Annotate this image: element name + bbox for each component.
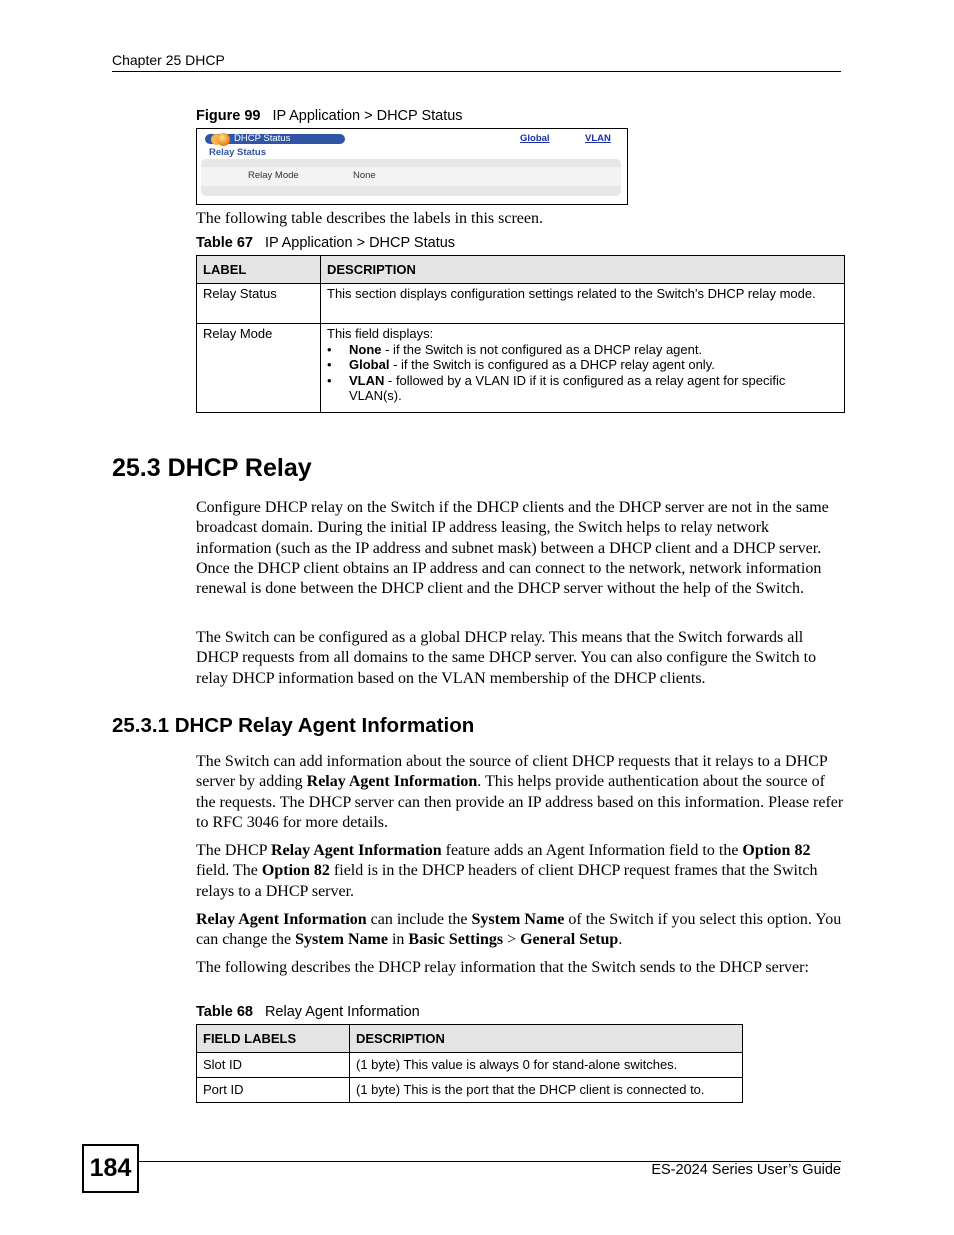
table-row: [197, 1053, 743, 1078]
table-row: [197, 284, 845, 324]
relay-agent-paragraph-3: [196, 910, 844, 951]
bold-term: System Name: [295, 931, 388, 949]
bold-term: Basic Settings: [408, 931, 504, 949]
table68-label: Table 68: [196, 1004, 253, 1020]
dhcp-relay-paragraph-2: The Switch can be configured as a global DHCP relay. This means that the Switch forwards all DHCP requests from all domains to the same DHCP server. You can also configure the Switch to relay DHCP information based on the VLAN membership of the DHCP clients.: [196, 629, 817, 687]
table68-cell-label: Port ID: [197, 1078, 350, 1103]
table67-header-label: LABEL: [197, 256, 321, 284]
text-run: The DHCP: [196, 842, 271, 859]
relay-mode-options: [327, 342, 838, 404]
figure-global-link[interactable]: Global: [520, 133, 550, 144]
table68-cell-label: Slot ID: [197, 1053, 350, 1078]
section-heading-dhcp-relay: 25.3 DHCP Relay: [112, 454, 312, 482]
dhcp-relay-paragraph-1: Configure DHCP relay on the Switch if the DHCP clients and the DHCP server are not in the same broadcast domain. During the initial IP address leasing, the Switch helps to relay network information (such as the IP address and subnet mask) between a DHCP client and a DHCP server. Once the DHCP client obtains an IP address and can connect to the network, network information renewal is done between the DHCP client and the DHCP server without the help of the Switch.: [196, 499, 829, 598]
option-term: Global: [349, 357, 390, 372]
table67-cell-label: Relay Status: [197, 284, 321, 324]
figure-screen-title: DHCP Status: [234, 133, 291, 144]
table68-header-field: FIELD LABELS: [197, 1025, 350, 1053]
option-term: VLAN: [349, 372, 385, 388]
table68-cell-description: (1 byte) This is the port that the DHCP client is connected to.: [350, 1078, 743, 1103]
text-run: in: [387, 931, 409, 949]
bold-term: System Name: [471, 911, 565, 928]
text-run: . This helps provide authentication about the source of the requests. The DHCP server can then provide an IP address based on this information. Please refer to RFC 3046 for more details.: [196, 773, 844, 831]
relay-agent-paragraph-4: The following describes the DHCP relay information that the Switch sends to the DHCP server:: [196, 959, 809, 976]
option-text: - if the Switch is not configured as a DHCP relay agent.: [381, 341, 703, 357]
relay-mode-intro: This field displays:: [327, 326, 434, 341]
table-row: [197, 1078, 743, 1103]
figure-field-label: Relay Mode: [248, 170, 299, 181]
chapter-header: Chapter 25 DHCP: [112, 52, 225, 68]
text-run: >: [503, 931, 521, 949]
bold-term: General Setup: [520, 931, 619, 949]
option-text: - if the Switch is configured as a DHCP relay agent only.: [389, 357, 715, 372]
option-text: - followed by a VLAN ID if it is configured as a relay agent for specific VLAN(s).: [349, 372, 786, 403]
bold-term: Relay Agent Information: [196, 911, 367, 928]
section-heading-relay-agent: 25.3.1 DHCP Relay Agent Information: [112, 714, 475, 737]
figure-title: IP Application > DHCP Status: [272, 108, 463, 124]
table67-label: Table 67: [196, 235, 253, 251]
table67-intro: The following table describes the labels in this screen.: [196, 210, 544, 227]
text-run: .: [618, 931, 623, 949]
table67-cell-description: [321, 324, 845, 413]
text-run: field. The: [196, 862, 262, 880]
table68-header-description: DESCRIPTION: [350, 1025, 743, 1053]
bold-term: Option 82: [742, 842, 811, 859]
figure-caption: [196, 108, 463, 124]
table67-cell-description: This section displays configuration settings related to the Switch’s DHCP relay mode.: [321, 284, 845, 324]
table67: [196, 255, 845, 413]
text-run: The Switch can add information about the source of client DHCP requests that it relays to a DHCP server by adding: [196, 753, 828, 791]
table67-cell-label: Relay Mode: [197, 324, 321, 413]
table-row: [197, 324, 845, 413]
bold-term: Relay Agent Information: [306, 773, 478, 791]
table67-header-description: DESCRIPTION: [321, 256, 845, 284]
text-run: feature adds an Agent Information field to the: [441, 842, 743, 859]
text-run: can include the: [366, 911, 472, 928]
figure-section-label: Relay Status: [209, 147, 267, 158]
guide-title: ES-2024 Series User’s Guide: [651, 1162, 841, 1178]
list-item: [327, 357, 838, 373]
header-rule: [112, 71, 841, 72]
figure-orb-icon: [217, 133, 230, 146]
table68-title: Relay Agent Information: [264, 1004, 420, 1020]
list-item: [327, 373, 838, 404]
relay-agent-paragraph-1: [196, 752, 844, 833]
page-number: 184: [82, 1144, 139, 1193]
bold-term: Option 82: [261, 862, 330, 880]
option-term: None: [349, 341, 382, 357]
figure-screenshot: [196, 128, 628, 205]
table68: [196, 1024, 743, 1103]
table67-title: IP Application > DHCP Status: [264, 235, 456, 251]
table67-caption: [196, 235, 455, 251]
figure-vlan-link[interactable]: VLAN: [585, 133, 611, 144]
figure-label: Figure 99: [196, 108, 261, 124]
text-run: of the Switch if you select this option. You can change the: [196, 911, 842, 949]
list-item: [327, 342, 838, 358]
relay-agent-paragraph-2: [196, 841, 844, 902]
table68-caption: [196, 1004, 420, 1020]
table68-cell-description: (1 byte) This value is always 0 for stand-alone switches.: [350, 1053, 743, 1078]
figure-field-value: None: [353, 170, 376, 181]
text-run: field is in the DHCP headers of client DHCP request frames that the Switch relays to a DHCP server.: [196, 862, 818, 900]
bold-term: Relay Agent Information: [270, 842, 442, 859]
